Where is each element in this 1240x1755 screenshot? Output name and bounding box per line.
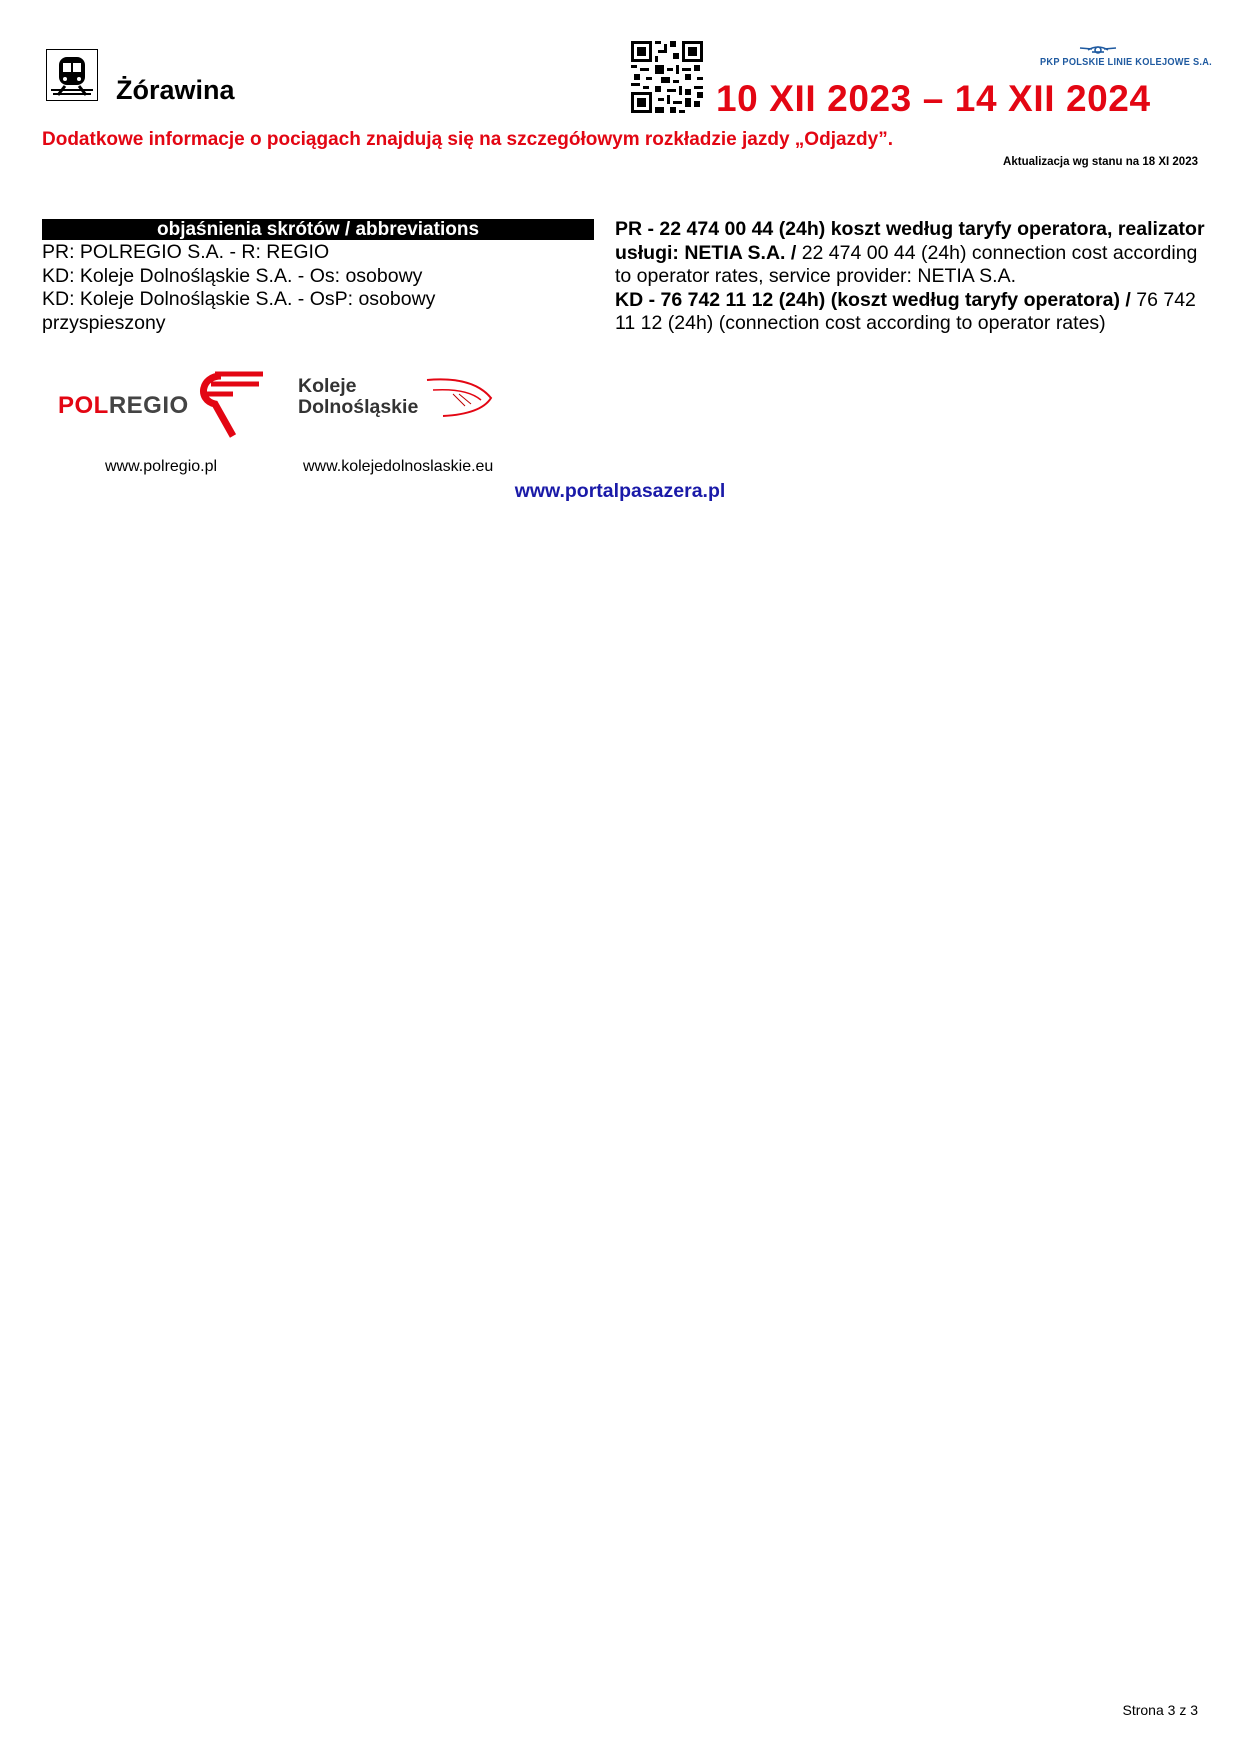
pkp-plk-logo-text: PKP POLSKIE LINIE KOLEJOWE S.A. — [1040, 57, 1212, 68]
update-note: Aktualizacja wg stanu na 18 XI 2023 — [1003, 156, 1198, 168]
contact-info — [615, 218, 1205, 336]
info-notice: Dodatkowe informacje o pociągach znajdują się na szczegółowym rozkładzie jazdy „Odjazdy”. — [42, 129, 893, 150]
kd-logo-line2: Dolnośląskie — [298, 396, 419, 418]
contact-pr-bold: PR - 22 474 00 44 (24h) koszt według taryfy operatora, realizator usługi: NETIA S.A. / — [615, 218, 1205, 264]
kd-logo-line1: Koleje — [298, 375, 357, 397]
page-number: Strona 3 z 3 — [1122, 1702, 1198, 1718]
abbreviation-item: PR: POLREGIO S.A. - R: REGIO — [42, 241, 330, 263]
portal-pasazera-link[interactable]: www.portalpasazera.pl — [514, 480, 726, 502]
qr-code[interactable] — [631, 41, 703, 113]
polregio-logo-regio: REGIO — [108, 392, 189, 419]
abbreviations-list — [42, 241, 522, 335]
polregio-url[interactable]: www.polregio.pl — [105, 458, 218, 475]
train-icon — [46, 49, 98, 101]
station-name: Żórawina — [116, 75, 235, 105]
polregio-mark-icon — [193, 370, 268, 440]
kd-url[interactable]: www.kolejedolnoslaskie.eu — [303, 458, 494, 475]
contact-kd-bold: KD - 76 742 11 12 (24h) (koszt według taryfy operatora) / — [615, 288, 1131, 311]
polregio-logo[interactable] — [58, 370, 268, 440]
contact-pr — [615, 218, 1205, 289]
abbreviation-item: KD: Koleje Dolnośląskie S.A. - Os: osobowy — [42, 264, 423, 287]
abbreviation-item: KD: Koleje Dolnośląskie S.A. - OsP: osobowy przyspieszony — [42, 288, 436, 334]
polregio-logo-pol: POL — [58, 392, 109, 419]
contact-pr-text: 22 474 00 44 (24h) connection cost according to operator rates, service provider: NETIA S.A. — [615, 241, 1198, 287]
contact-kd-text: 76 742 11 12 (24h) (connection cost according to operator rates) — [615, 288, 1196, 334]
contact-kd — [615, 289, 1205, 336]
kd-swoosh-icon — [423, 372, 498, 422]
abbreviations-header: objaśnienia skrótów / abbreviations — [42, 219, 594, 240]
validity-dates: 10 XII 2023 – 14 XII 2024 — [716, 78, 1151, 119]
koleje-dolnoslaskie-logo[interactable] — [298, 376, 498, 426]
